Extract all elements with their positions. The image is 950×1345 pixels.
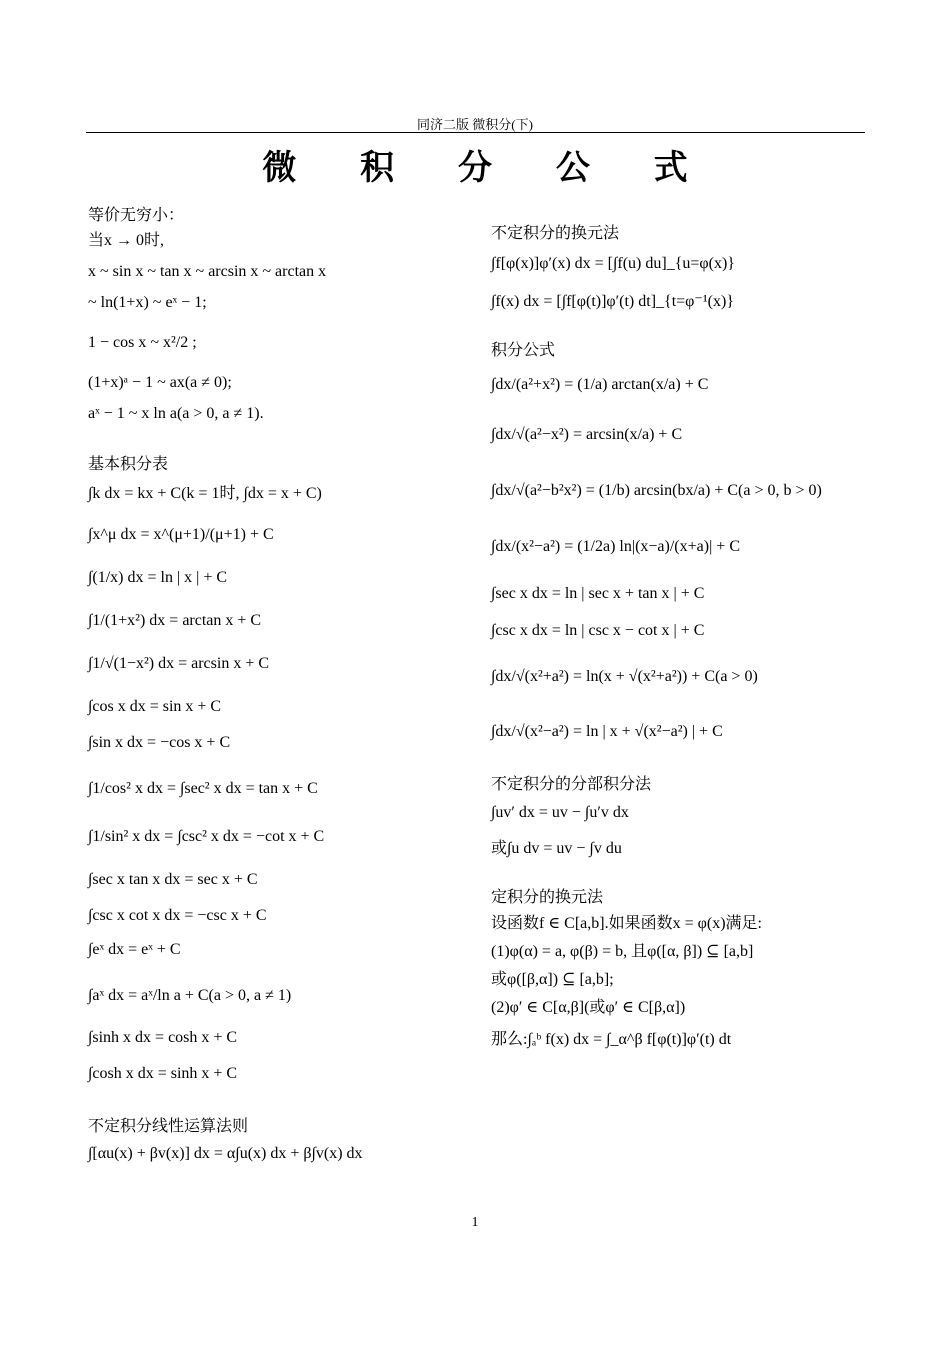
- formula: ∫f[φ(x)]φ′(x) dx = [∫f(u) du]_{u=φ(x)}: [491, 255, 735, 272]
- formula: ∫sec x tan x dx = sec x + C: [88, 871, 258, 888]
- section-basic-integrals: [88, 453, 488, 1085]
- formula: ∫dx/(a²+x²) = (1/a) arctan(x/a) + C: [491, 376, 709, 393]
- header-rule: [86, 132, 865, 133]
- formula: ∫cos x dx = sin x + C: [88, 698, 222, 715]
- formula: ∫sin x dx = −cos x + C: [88, 734, 231, 751]
- formula: ∫1/cos² x dx = ∫sec² x dx = tan x + C: [88, 780, 318, 797]
- section-title: 等价无穷小：: [88, 205, 185, 224]
- formula: ∫x^μ dx = x^(μ+1)/(μ+1) + C: [88, 526, 274, 543]
- section-title: 不定积分线性运算法则: [88, 1116, 249, 1135]
- section-title: 积分公式: [491, 340, 556, 359]
- formula: ∫(1/x) dx = ln | x | + C: [88, 569, 228, 586]
- formula: ~ ln(1+x) ~ eˣ − 1;: [88, 294, 207, 311]
- formula: (2)φ′ ∈ C[α,β](或φ′ ∈ C[β,α]): [491, 999, 686, 1016]
- section-title: 基本积分表: [88, 454, 169, 473]
- running-header: 同济二版 微积分(下): [417, 117, 533, 132]
- formula: 设函数f ∈ C[a,b].如果函数x = φ(x)满足:: [491, 915, 762, 932]
- formula: (1)φ(α) = a, φ(β) = b, 且φ([α, β]) ⊆ [a,b]: [491, 943, 754, 960]
- formula: ∫aˣ dx = aˣ/ln a + C(a > 0, a ≠ 1): [88, 987, 292, 1004]
- formula: ∫dx/√(a²−x²) = arcsin(x/a) + C: [491, 426, 683, 443]
- formula: ∫f(x) dx = [∫f[φ(t)]φ′(t) dt]_{t=φ⁻¹(x)}: [491, 293, 734, 310]
- formula: ∫dx/(x²−a²) = (1/2a) ln|(x−a)/(x+a)| + C: [491, 538, 740, 555]
- formula: ∫csc x cot x dx = −csc x + C: [88, 907, 267, 924]
- section-integral-formulas: [491, 339, 881, 743]
- formula: 或φ([β,α]) ⊆ [a,b];: [491, 971, 614, 988]
- page-number: 1: [471, 1215, 479, 1230]
- formula: 当x → 0时,: [88, 232, 165, 249]
- formula: ∫dx/√(a²−b²x²) = (1/b) arcsin(bx/a) + C(a > 0, b > 0): [491, 482, 822, 499]
- page-title: 微 积 分 公 式: [262, 148, 714, 188]
- formula: 那么:∫ₐᵇ f(x) dx = ∫_α^β f[φ(t)]φ′(t) dt: [491, 1031, 732, 1048]
- formula: ∫eˣ dx = eˣ + C: [88, 941, 181, 958]
- section-title: 不定积分的换元法: [491, 223, 620, 242]
- formula: ∫sinh x dx = cosh x + C: [88, 1029, 238, 1046]
- section-title: 定积分的换元法: [491, 887, 604, 906]
- formula: 或∫u dv = uv − ∫v du: [491, 840, 622, 857]
- formula: 1 − cos x ~ x²/2 ;: [88, 334, 197, 351]
- section-linear-rules: [88, 1115, 488, 1165]
- formula: ∫cosh x dx = sinh x + C: [88, 1065, 238, 1082]
- formula: ∫k dx = kx + C(k = 1时, ∫dx = x + C): [88, 485, 322, 502]
- formula: ∫[αu(x) + βv(x)] dx = α∫u(x) dx + β∫v(x) dx: [88, 1145, 363, 1162]
- formula: ∫1/(1+x²) dx = arctan x + C: [88, 612, 262, 629]
- formula: ∫csc x dx = ln | csc x − cot x | + C: [491, 622, 705, 639]
- formula: aˣ − 1 ~ x ln a(a > 0, a ≠ 1).: [88, 405, 264, 422]
- section-integration-by-parts: [491, 773, 881, 860]
- section-equivalent-infinitesimals: [88, 204, 488, 425]
- formula: ∫sec x dx = ln | sec x + tan x | + C: [491, 585, 705, 602]
- left-column: [88, 204, 488, 1165]
- formula: ∫dx/√(x²+a²) = ln(x + √(x²+a²)) + C(a > 0): [491, 668, 758, 685]
- formula: x ~ sin x ~ tan x ~ arcsin x ~ arctan x: [88, 263, 327, 280]
- formula: (1+x)ᵃ − 1 ~ ax(a ≠ 0);: [88, 374, 232, 391]
- formula: ∫1/√(1−x²) dx = arcsin x + C: [88, 655, 270, 672]
- section-title: 不定积分的分部积分法: [491, 774, 652, 793]
- formula: ∫1/sin² x dx = ∫csc² x dx = −cot x + C: [88, 828, 325, 845]
- right-column: [491, 222, 881, 1051]
- section-definite-substitution: [491, 886, 881, 1051]
- formula: ∫dx/√(x²−a²) = ln | x + √(x²−a²) | + C: [491, 723, 723, 740]
- formula: ∫uv′ dx = uv − ∫u′v dx: [491, 804, 629, 821]
- section-substitution: [491, 222, 881, 313]
